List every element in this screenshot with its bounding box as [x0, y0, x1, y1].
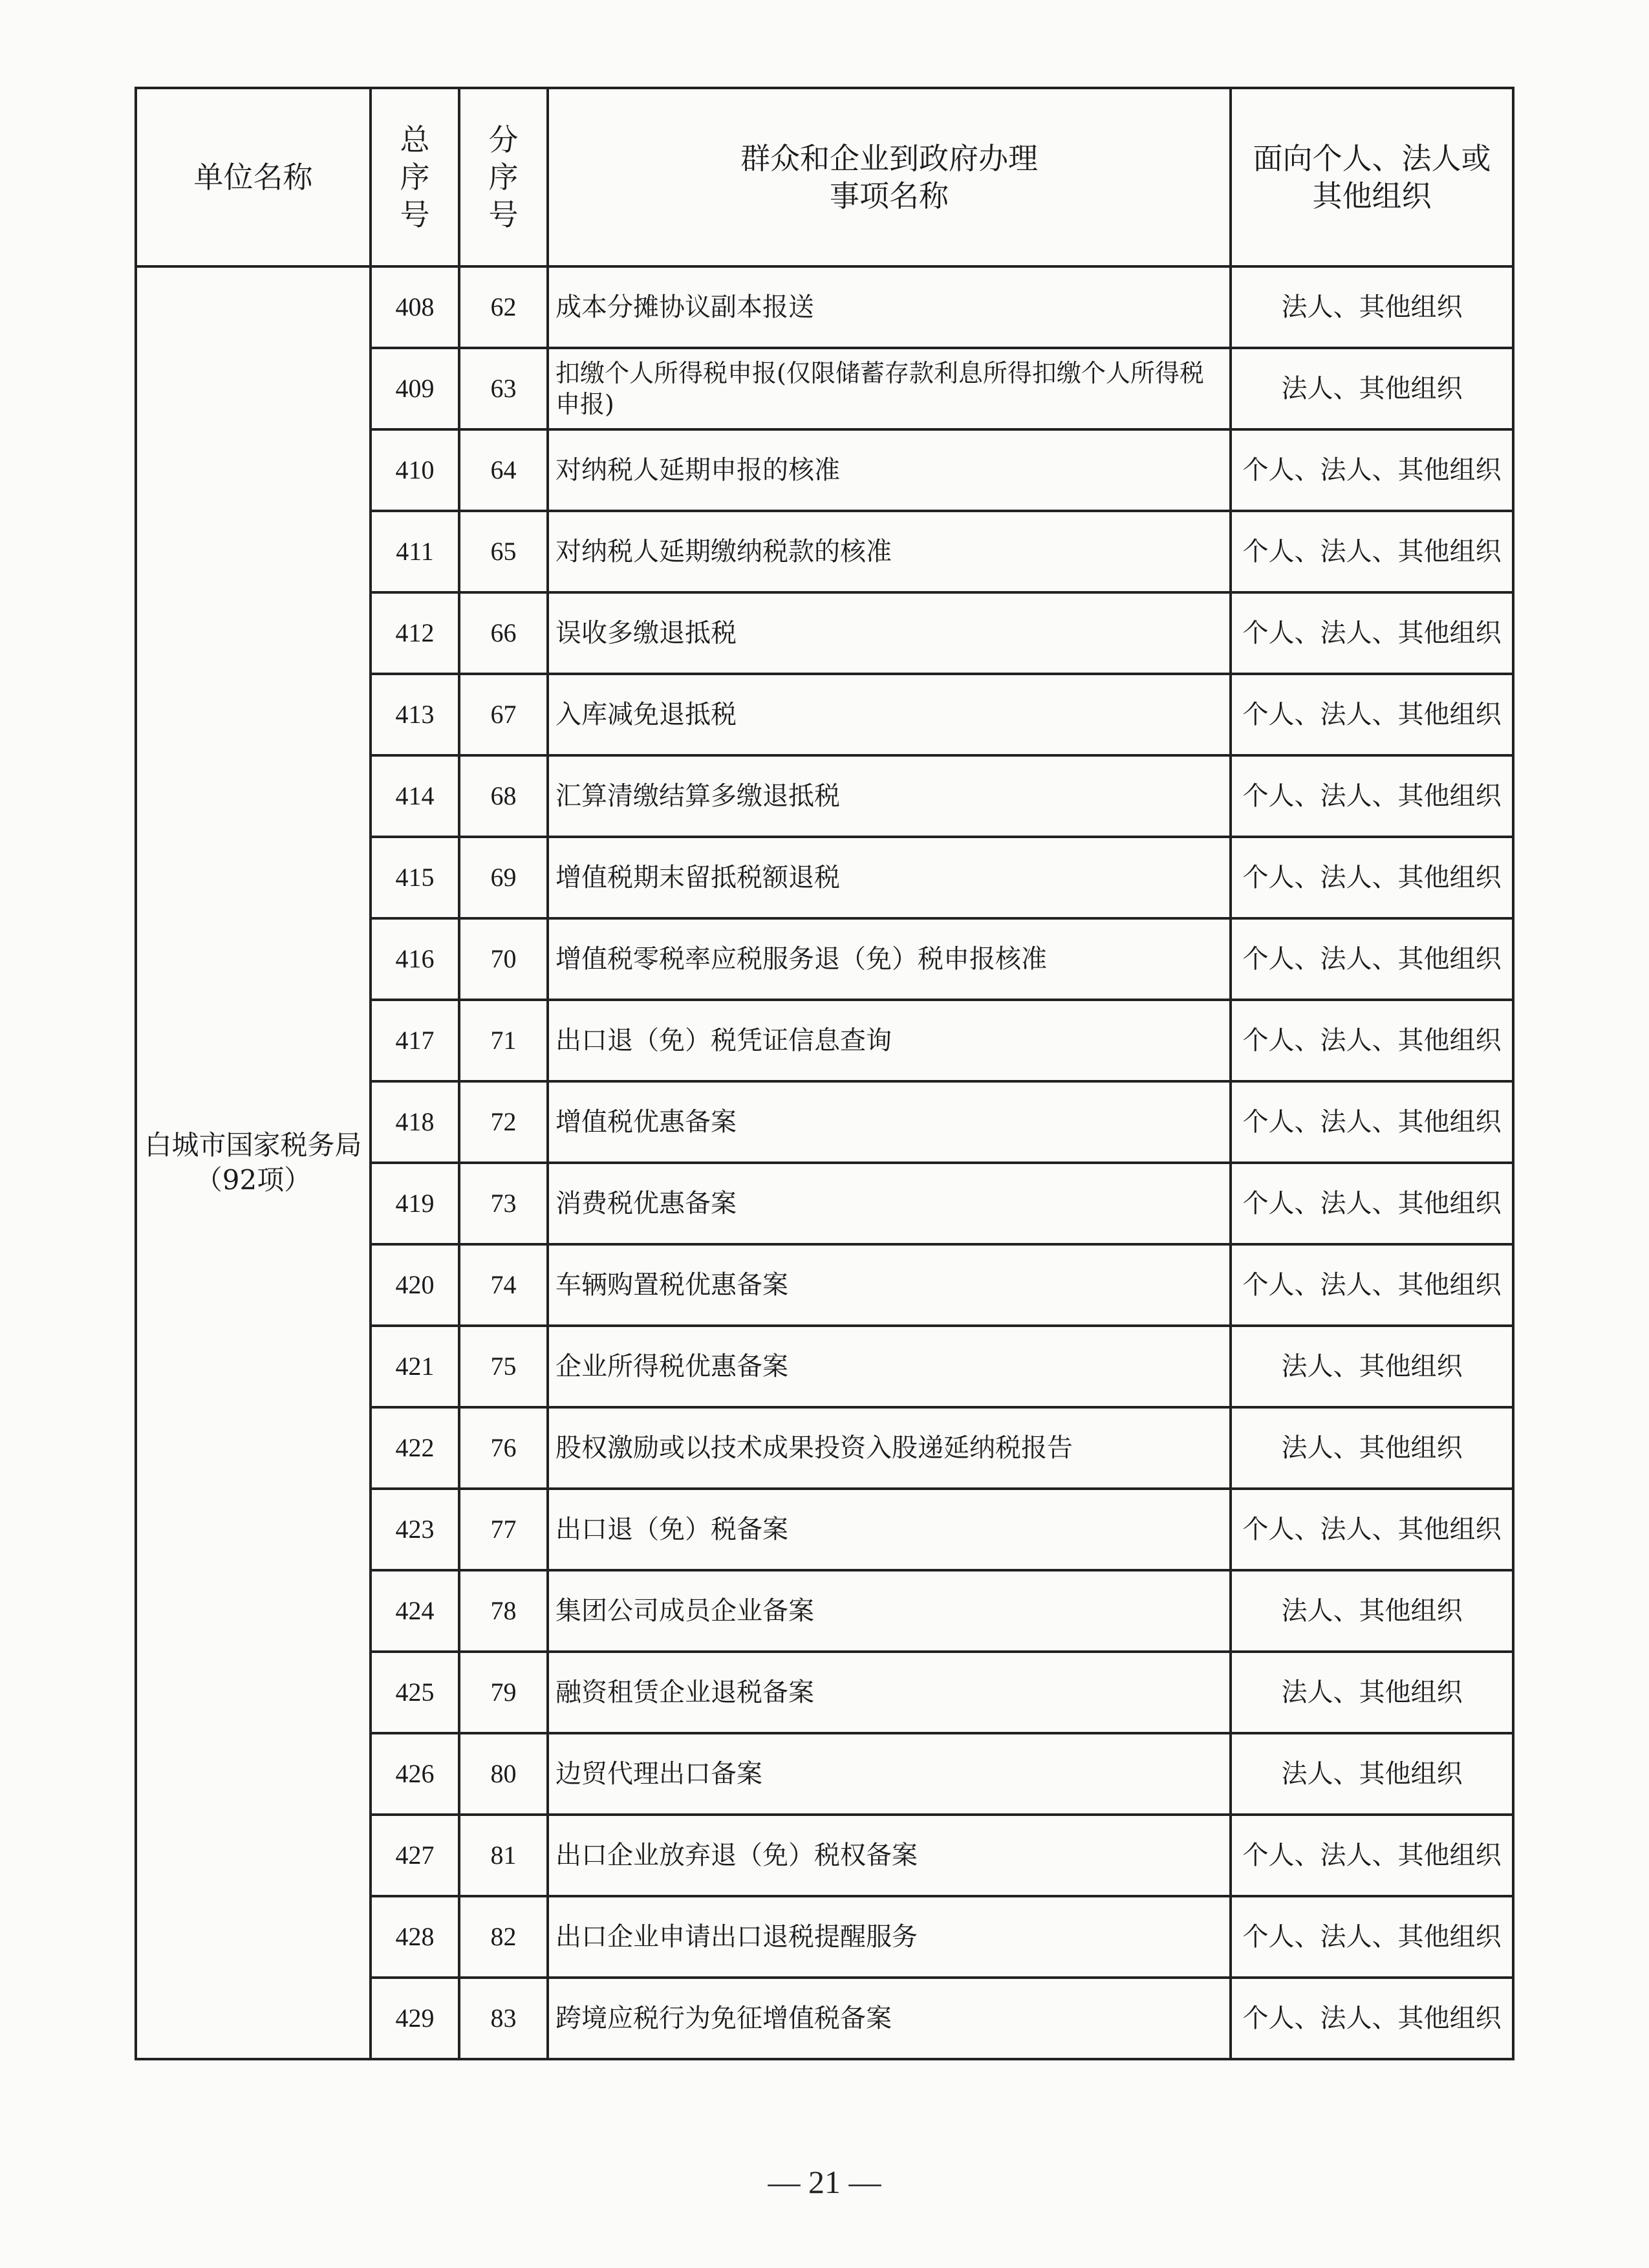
sub-no-cell: 79 — [459, 1652, 548, 1733]
item-name-cell: 增值税期末留抵税额退税 — [548, 837, 1231, 918]
item-name-cell: 误收多缴退抵税 — [548, 592, 1231, 674]
total-no-cell: 429 — [371, 1978, 459, 2059]
target-cell: 个人、法人、其他组织 — [1231, 1896, 1513, 1978]
sub-no-cell: 62 — [459, 266, 548, 348]
sub-no-cell: 81 — [459, 1815, 548, 1896]
sub-no-cell: 64 — [459, 429, 548, 511]
target-cell: 个人、法人、其他组织 — [1231, 1815, 1513, 1896]
page-number: — 21 — — [768, 2164, 881, 2200]
unit-count: （92项） — [195, 1164, 312, 1196]
sub-no-cell: 76 — [459, 1407, 548, 1489]
target-cell: 个人、法人、其他组织 — [1231, 1244, 1513, 1326]
total-no-cell: 424 — [371, 1570, 459, 1652]
target-cell: 法人、其他组织 — [1231, 348, 1513, 429]
header-target: 面向个人、法人或其他组织 — [1231, 88, 1513, 266]
total-no-cell: 427 — [371, 1815, 459, 1896]
header-unit: 单位名称 — [136, 88, 371, 266]
target-cell: 个人、法人、其他组织 — [1231, 1163, 1513, 1244]
total-no-cell: 410 — [371, 429, 459, 511]
sub-no-cell: 82 — [459, 1896, 548, 1978]
item-name-cell: 出口企业申请出口退税提醒服务 — [548, 1896, 1231, 1978]
item-name-cell: 成本分摊协议副本报送 — [548, 266, 1231, 348]
item-name-cell: 对纳税人延期申报的核准 — [548, 429, 1231, 511]
total-no-cell: 421 — [371, 1326, 459, 1407]
item-name-cell: 入库减免退抵税 — [548, 674, 1231, 755]
total-no-cell: 425 — [371, 1652, 459, 1733]
sub-no-cell: 63 — [459, 348, 548, 429]
sub-no-cell: 75 — [459, 1326, 548, 1407]
item-name-cell: 集团公司成员企业备案 — [548, 1570, 1231, 1652]
sub-no-cell: 67 — [459, 674, 548, 755]
total-no-cell: 414 — [371, 755, 459, 837]
header-sub-no: 分序号 — [459, 88, 548, 266]
target-cell: 个人、法人、其他组织 — [1231, 1000, 1513, 1081]
sub-no-cell: 70 — [459, 918, 548, 1000]
item-name-cell: 消费税优惠备案 — [548, 1163, 1231, 1244]
item-name-cell: 扣缴个人所得税申报(仅限储蓄存款利息所得扣缴个人所得税申报) — [548, 348, 1231, 429]
unit-cell — [136, 266, 371, 2059]
total-no-cell: 415 — [371, 837, 459, 918]
item-name-cell: 企业所得税优惠备案 — [548, 1326, 1231, 1407]
target-cell: 法人、其他组织 — [1231, 1326, 1513, 1407]
sub-no-cell: 74 — [459, 1244, 548, 1326]
target-cell: 个人、法人、其他组织 — [1231, 918, 1513, 1000]
total-no-cell: 413 — [371, 674, 459, 755]
target-cell: 个人、法人、其他组织 — [1231, 755, 1513, 837]
service-items-table — [135, 87, 1514, 2060]
sub-no-cell: 72 — [459, 1081, 548, 1163]
target-cell: 个人、法人、其他组织 — [1231, 592, 1513, 674]
total-no-cell: 419 — [371, 1163, 459, 1244]
total-no-cell: 411 — [371, 511, 459, 592]
sub-no-cell: 73 — [459, 1163, 548, 1244]
item-name-cell: 车辆购置税优惠备案 — [548, 1244, 1231, 1326]
total-no-cell: 418 — [371, 1081, 459, 1163]
item-name-cell: 对纳税人延期缴纳税款的核准 — [548, 511, 1231, 592]
header-item-name: 群众和企业到政府办理事项名称 — [548, 88, 1231, 266]
sub-no-cell: 80 — [459, 1733, 548, 1815]
total-no-cell: 412 — [371, 592, 459, 674]
sub-no-cell: 83 — [459, 1978, 548, 2059]
target-cell: 个人、法人、其他组织 — [1231, 1489, 1513, 1570]
total-no-cell: 409 — [371, 348, 459, 429]
item-name-cell: 出口退（免）税凭证信息查询 — [548, 1000, 1231, 1081]
item-name-cell: 汇算清缴结算多缴退抵税 — [548, 755, 1231, 837]
item-name-cell: 跨境应税行为免征增值税备案 — [548, 1978, 1231, 2059]
item-name-cell: 股权激励或以技术成果投资入股递延纳税报告 — [548, 1407, 1231, 1489]
header-total-no: 总序号 — [371, 88, 459, 266]
target-cell: 个人、法人、其他组织 — [1231, 511, 1513, 592]
item-name-cell: 出口退（免）税备案 — [548, 1489, 1231, 1570]
sub-no-cell: 78 — [459, 1570, 548, 1652]
item-name-cell: 增值税优惠备案 — [548, 1081, 1231, 1163]
target-cell: 个人、法人、其他组织 — [1231, 1978, 1513, 2059]
item-name-cell: 出口企业放弃退（免）税权备案 — [548, 1815, 1231, 1896]
total-no-cell: 428 — [371, 1896, 459, 1978]
target-cell: 个人、法人、其他组织 — [1231, 1081, 1513, 1163]
sub-no-cell: 69 — [459, 837, 548, 918]
item-name-cell: 增值税零税率应税服务退（免）税申报核准 — [548, 918, 1231, 1000]
total-no-cell: 408 — [371, 266, 459, 348]
target-cell: 个人、法人、其他组织 — [1231, 429, 1513, 511]
total-no-cell: 426 — [371, 1733, 459, 1815]
target-cell: 个人、法人、其他组织 — [1231, 837, 1513, 918]
total-no-cell: 422 — [371, 1407, 459, 1489]
target-cell: 法人、其他组织 — [1231, 266, 1513, 348]
table-row — [136, 266, 1513, 348]
sub-no-cell: 71 — [459, 1000, 548, 1081]
target-cell: 法人、其他组织 — [1231, 1407, 1513, 1489]
total-no-cell: 420 — [371, 1244, 459, 1326]
sub-no-cell: 65 — [459, 511, 548, 592]
unit-name: 白城市国家税务局 — [144, 1129, 362, 1161]
total-no-cell: 423 — [371, 1489, 459, 1570]
sub-no-cell: 66 — [459, 592, 548, 674]
total-no-cell: 417 — [371, 1000, 459, 1081]
item-name-cell: 边贸代理出口备案 — [548, 1733, 1231, 1815]
sub-no-cell: 68 — [459, 755, 548, 837]
item-name-cell: 融资租赁企业退税备案 — [548, 1652, 1231, 1733]
target-cell: 法人、其他组织 — [1231, 1733, 1513, 1815]
target-cell: 法人、其他组织 — [1231, 1652, 1513, 1733]
target-cell: 个人、法人、其他组织 — [1231, 674, 1513, 755]
total-no-cell: 416 — [371, 918, 459, 1000]
sub-no-cell: 77 — [459, 1489, 548, 1570]
table-header-row — [136, 88, 1513, 266]
target-cell: 法人、其他组织 — [1231, 1570, 1513, 1652]
